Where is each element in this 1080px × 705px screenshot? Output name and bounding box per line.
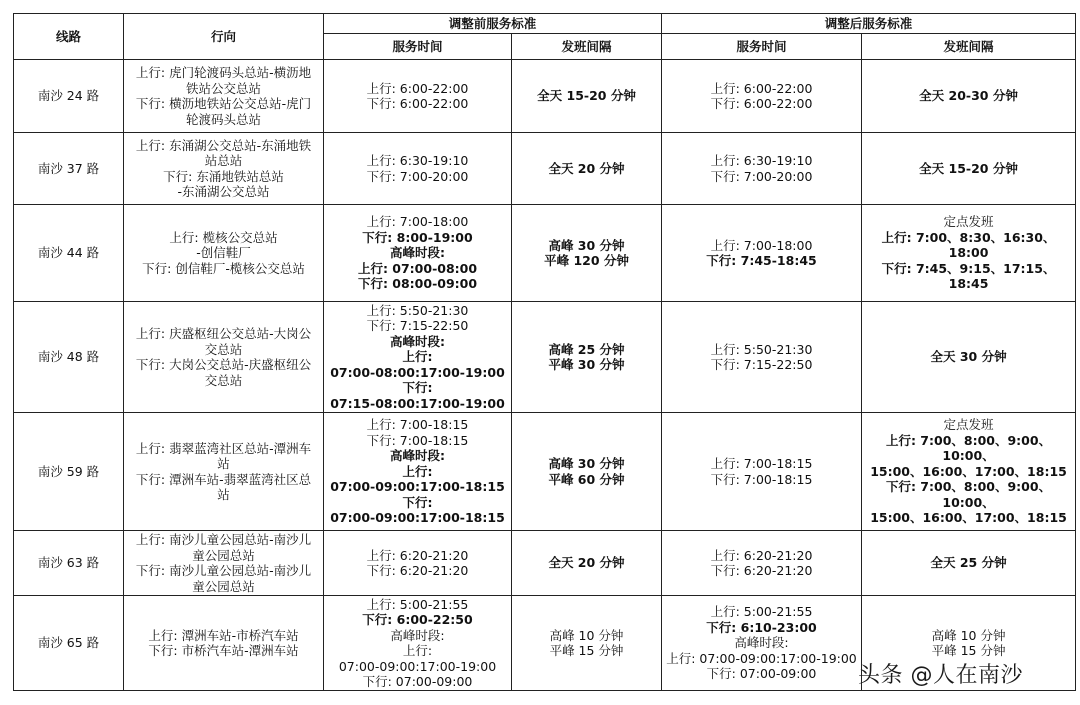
header-before-group: 调整前服务标准 — [324, 14, 662, 34]
after-interval-cell — [862, 60, 1076, 133]
route-name: 南沙 24 路 — [14, 60, 124, 133]
before-service-time-cell — [324, 413, 512, 531]
route-name: 南沙 65 路 — [14, 596, 124, 691]
cell-line: 07:00-08:00:17:00-19:00 — [330, 364, 505, 380]
cell-line: 下行: 6:00-22:00 — [366, 96, 469, 111]
route-name: 南沙 48 路 — [14, 302, 124, 413]
cell-line: 下行: 08:00-09:00 — [357, 276, 478, 292]
cell-line: 下行: 6:00-22:50 — [362, 612, 473, 627]
after-service-time-cell — [662, 531, 862, 596]
cell-line: 上行: 5:00-21:55 — [710, 604, 813, 620]
cell-line: 全天 20-30 分钟 — [919, 88, 1018, 104]
route-direction — [124, 60, 324, 133]
cell-line: 全天 20 分钟 — [548, 555, 625, 571]
before-service-time-cell — [324, 531, 512, 596]
cell-line: 07:15-08:00:17:00-19:00 — [330, 395, 505, 411]
cell-line: 07:00-09:00:17:00-18:15 — [330, 479, 505, 495]
after-interval-cell — [862, 413, 1076, 531]
header-after-interval: 发班间隔 — [862, 34, 1076, 60]
header-after-service-time: 服务时间 — [662, 34, 862, 60]
cell-line: 高峰 30 分钟 — [548, 237, 625, 253]
table-row — [14, 205, 1076, 302]
cell-line: 下行: 6:10-23:00 — [706, 619, 817, 635]
before-service-time-cell — [324, 60, 512, 133]
after-interval-cell — [862, 531, 1076, 596]
cell-line: 上行: 7:00-18:00 — [366, 214, 469, 230]
after-service-time-cell — [662, 596, 862, 691]
cell-line: 下行: 07:00-09:00 — [362, 674, 473, 689]
cell-line: 全天 25 分钟 — [930, 555, 1007, 571]
cell-line: 上行: 7:00、8:00、9:00、10:00、 — [885, 432, 1052, 464]
route-direction-text: 上行: 潭洲车站-市桥汽车站 下行: 市桥汽车站-潭洲车站 — [148, 627, 299, 658]
table-row — [14, 302, 1076, 413]
cell-line: 下行: — [402, 380, 433, 396]
before-service-time-cell — [324, 596, 512, 691]
route-direction-text: 上行: 庆盛枢纽公交总站-大岗公 交总站 下行: 大岗公交总站-庆盛枢纽公 交总站 — [135, 326, 312, 388]
cell-line: 高峰时段: — [390, 333, 445, 349]
route-direction-text: 上行: 虎门轮渡码头总站-横沥地 铁站公交总站 下行: 横沥地铁站公交总站-虎门 轮渡码头总站 — [135, 65, 312, 127]
cell-line: 上行: 6:30-19:10 — [366, 153, 469, 168]
table-row — [14, 133, 1076, 205]
after-interval-cell — [862, 205, 1076, 302]
route-direction — [124, 133, 324, 205]
before-interval-cell — [512, 596, 662, 691]
after-interval-cell — [862, 302, 1076, 413]
after-service-time-cell — [662, 205, 862, 302]
table-row — [14, 60, 1076, 133]
cell-line: 定点发班 — [943, 417, 994, 433]
cell-line: 平峰 15 分钟 — [549, 643, 624, 658]
cell-line: 全天 15-20 分钟 — [537, 88, 636, 104]
cell-line: 下行: 6:00-22:00 — [710, 96, 813, 111]
route-direction — [124, 531, 324, 596]
route-direction — [124, 413, 324, 531]
schedule-body — [14, 60, 1076, 691]
after-service-time-cell — [662, 133, 862, 205]
header-after-group: 调整后服务标准 — [662, 14, 1076, 34]
cell-line: 全天 20 分钟 — [548, 160, 625, 176]
cell-line: 上行: 5:50-21:30 — [366, 302, 469, 318]
cell-line: 上行: 6:00-22:00 — [710, 80, 813, 96]
before-service-time-cell — [324, 302, 512, 413]
cell-line: 下行: 7:15-22:50 — [366, 318, 469, 334]
route-direction-text: 上行: 东涌湖公交总站-东涌地铁 站总站 下行: 东涌地铁站总站 -东涌湖公交总站 — [135, 137, 312, 199]
cell-line: 平峰 30 分钟 — [548, 357, 625, 372]
table-row — [14, 531, 1076, 596]
route-direction — [124, 205, 324, 302]
route-direction-text: 上行: 榄核公交总站 -创信鞋厂 下行: 创信鞋厂-榄核公交总站 — [142, 229, 305, 276]
cell-line: 下行: 6:20-21:20 — [710, 563, 813, 578]
route-direction-text: 上行: 翡翠蓝湾社区总站-潭洲车 站 下行: 潭洲车站-翡翠蓝湾社区总 站 — [135, 440, 312, 502]
cell-line: 下行: 07:00-09:00 — [706, 666, 817, 682]
cell-line: 上行: 6:20-21:20 — [710, 547, 813, 563]
before-interval-cell — [512, 205, 662, 302]
before-interval-cell — [512, 531, 662, 596]
before-interval-cell — [512, 413, 662, 531]
before-service-time-cell — [324, 205, 512, 302]
cell-line: 上行: 6:30-19:10 — [710, 153, 813, 168]
cell-line: 全天 15-20 分钟 — [919, 160, 1018, 176]
cell-line: 15:00、16:00、17:00、18:15 — [870, 510, 1067, 526]
after-service-time-cell — [662, 60, 862, 133]
cell-line: 高峰时段: — [734, 635, 789, 651]
cell-line: 高峰 25 分钟 — [548, 341, 625, 357]
cell-line: 上行: 7:00-18:00 — [710, 237, 813, 253]
cell-line: 上行: 6:20-21:20 — [366, 547, 469, 563]
cell-line: 上行: 7:00-18:15 — [366, 417, 469, 433]
cell-line: 平峰 120 分钟 — [544, 253, 629, 268]
cell-line: 07:00-09:00:17:00-19:00 — [338, 658, 497, 674]
cell-line: 上行: 5:50-21:30 — [710, 341, 813, 357]
cell-line: 高峰时段: — [390, 448, 445, 464]
cell-line: 下行: 6:20-21:20 — [366, 563, 469, 578]
route-name: 南沙 59 路 — [14, 413, 124, 531]
route-name: 南沙 37 路 — [14, 133, 124, 205]
before-interval-cell — [512, 60, 662, 133]
cell-line: 下行: 8:00-19:00 — [362, 229, 473, 245]
route-direction — [124, 302, 324, 413]
table-row — [14, 413, 1076, 531]
cell-line: 平峰 15 分钟 — [931, 643, 1006, 658]
route-name: 南沙 63 路 — [14, 531, 124, 596]
route-schedule-table — [13, 13, 1076, 691]
cell-line: 高峰 10 分钟 — [931, 627, 1006, 643]
cell-line: 15:00、16:00、17:00、18:15 — [870, 463, 1067, 479]
cell-line: 上行: 7:00、8:30、16:30、18:00 — [881, 229, 1056, 261]
after-service-time-cell — [662, 302, 862, 413]
header-line: 线路 — [14, 14, 124, 60]
cell-line: 下行: 7:00-18:15 — [710, 471, 813, 487]
cell-line: 下行: 7:00-20:00 — [366, 168, 469, 184]
cell-line: 高峰时段: — [390, 627, 445, 643]
cell-line: 高峰 30 分钟 — [548, 456, 625, 471]
watermark-text: 头条 @人在南沙 — [858, 663, 1023, 688]
cell-line: 定点发班 — [943, 214, 994, 230]
before-interval-cell — [512, 302, 662, 413]
cell-line: 高峰 10 分钟 — [549, 627, 624, 643]
cell-line: 上行: — [402, 349, 433, 365]
cell-line: 全天 30 分钟 — [930, 349, 1007, 365]
route-name: 南沙 44 路 — [14, 205, 124, 302]
cell-line: 上行: — [402, 643, 433, 658]
cell-line: 上行: 7:00-18:15 — [710, 456, 813, 471]
cell-line: 07:00-09:00:17:00-18:15 — [330, 510, 505, 526]
cell-line: 下行: — [402, 494, 433, 510]
cell-line: 平峰 60 分钟 — [548, 471, 625, 487]
after-service-time-cell — [662, 413, 862, 531]
cell-line: 上行: 07:00-08:00 — [357, 260, 478, 276]
cell-line: 上行: 07:00-09:00:17:00-19:00 — [666, 650, 857, 666]
cell-line: 下行: 7:00-18:15 — [366, 432, 469, 448]
header-before-service-time: 服务时间 — [324, 34, 512, 60]
cell-line: 上行: 5:00-21:55 — [366, 596, 469, 612]
header-before-interval: 发班间隔 — [512, 34, 662, 60]
cell-line: 下行: 7:45、9:15、17:15、18:45 — [881, 260, 1056, 292]
cell-line: 高峰时段: — [390, 245, 445, 261]
cell-line: 上行: — [402, 463, 433, 479]
route-direction-text: 上行: 南沙儿童公园总站-南沙儿 童公园总站 下行: 南沙儿童公园总站-南沙儿 童公园总站 — [135, 532, 312, 594]
header-direction: 行向 — [124, 14, 324, 60]
cell-line: 下行: 7:00、8:00、9:00、10:00、 — [885, 479, 1052, 510]
after-interval-cell — [862, 133, 1076, 205]
route-direction — [124, 596, 324, 691]
cell-line: 下行: 7:00-20:00 — [710, 168, 813, 184]
before-service-time-cell — [324, 133, 512, 205]
cell-line: 下行: 7:15-22:50 — [710, 357, 813, 372]
cell-line: 下行: 7:45-18:45 — [706, 253, 817, 268]
before-interval-cell — [512, 133, 662, 205]
cell-line: 上行: 6:00-22:00 — [366, 80, 469, 96]
